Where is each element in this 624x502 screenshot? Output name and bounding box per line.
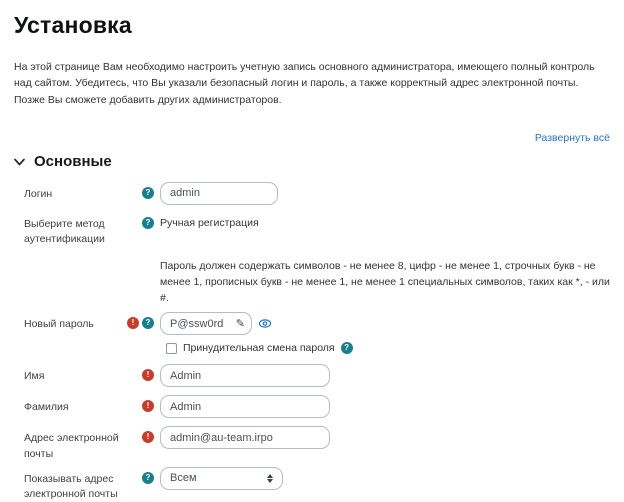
required-icon[interactable]: ! (127, 317, 139, 329)
email-visibility-selected: Всем (170, 472, 197, 485)
password-policy-text: Пароль должен содержать символов - не менее 8, цифр - не менее 1, строчных букв - не менее 1, прописных букв - не менее 1, не менее 1 специальных символов, таких как *, - или #. (160, 260, 610, 304)
expand-all-link[interactable]: Развернуть всё (534, 131, 610, 144)
username-input[interactable] (160, 182, 278, 205)
help-icon[interactable]: ? (341, 342, 353, 354)
help-icon[interactable]: ? (142, 472, 154, 484)
page-description: На этой странице Вам необходимо настроить учетную запись основного администратора, имеющего полный контроль над сайтом. Убедитесь, что Вы указали безопасный логин и пароль, а также корректный адрес электронной почты. Позже Вы сможете добавить других администраторов. (14, 61, 595, 106)
firstname-row (14, 364, 610, 387)
section-title: Основные (34, 152, 112, 170)
password-policy-row (14, 259, 610, 306)
lastname-row (14, 395, 610, 418)
email-visibility-select[interactable] (160, 467, 283, 490)
expand-all-row (14, 128, 610, 146)
new-password-row (14, 312, 610, 335)
firstname-label: Имя (24, 370, 45, 383)
auth-method-row (14, 212, 610, 247)
username-row (14, 182, 610, 205)
email-visibility-label: Показывать адрес электронной почты (24, 472, 118, 501)
force-password-change-row (14, 342, 610, 354)
username-label: Логин (24, 187, 53, 200)
auth-method-value: Ручная регистрация (160, 216, 259, 229)
section-general-header[interactable] (14, 153, 610, 170)
page-title: Установка (14, 12, 132, 38)
pencil-icon: ✎ (235, 318, 245, 331)
new-password-input[interactable] (160, 312, 252, 335)
chevron-down-icon (14, 158, 25, 166)
force-password-change-checkbox[interactable] (166, 343, 177, 354)
reveal-password-icon[interactable] (258, 317, 272, 330)
email-label: Адрес электронной почты (24, 432, 119, 460)
required-icon[interactable]: ! (142, 431, 154, 443)
lastname-label: Фамилия (24, 401, 69, 414)
lastname-input[interactable] (160, 395, 330, 418)
help-icon[interactable]: ? (142, 217, 154, 229)
admin-account-form (14, 182, 610, 502)
required-icon[interactable]: ! (142, 369, 154, 381)
email-visibility-row (14, 467, 610, 502)
help-icon[interactable]: ? (142, 187, 154, 199)
firstname-input[interactable] (160, 364, 330, 387)
email-row (14, 426, 610, 461)
auth-method-label: Выберите метод аутентификации (24, 217, 105, 246)
select-updown-icon (267, 474, 273, 483)
help-icon[interactable]: ? (142, 317, 154, 329)
required-icon[interactable]: ! (142, 400, 154, 412)
force-password-change-label: Принудительная смена пароля (183, 342, 335, 355)
new-password-label: Новый пароль (24, 318, 94, 331)
email-input[interactable] (160, 426, 330, 449)
